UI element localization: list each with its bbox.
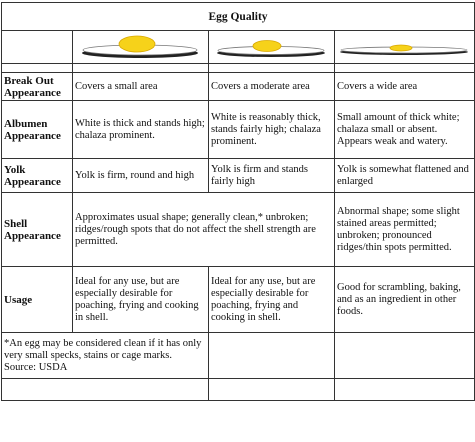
table-cell: Small amount of thick white; chalaza small or absent. Appears weak and watery. <box>335 101 475 159</box>
egg-yolk <box>390 45 412 51</box>
row-header: Break Out Appearance <box>2 73 73 101</box>
row-header: Shell Appearance <box>2 193 73 267</box>
table-title: Egg Quality <box>2 3 475 31</box>
spacer-row <box>2 64 475 73</box>
table-cell: Yolk is firm, round and high <box>73 159 209 193</box>
footnote-row <box>2 333 475 379</box>
blank-corner-cell <box>2 31 73 64</box>
egg-image-cell <box>335 31 475 64</box>
egg-yolk <box>253 41 281 52</box>
table-cell: Abnormal shape; some slight stained areas permitted; unbroken; pronounced ridges/thin spots permitted. <box>335 193 475 267</box>
table-cell: White is thick and stands high; chalaza prominent. <box>73 101 209 159</box>
merged-table-cell: Approximates usual shape; generally clean,* unbroken; ridges/rough spots that do not affect the shell strength are permitted. <box>73 193 335 267</box>
table-cell: Covers a wide area <box>335 73 475 101</box>
table-cell: Good for scrambling, baking, and as an ingredient in other foods. <box>335 267 475 333</box>
egg-image-cell <box>209 31 335 64</box>
egg-high-standing-image <box>73 31 208 63</box>
egg-quality-table <box>1 2 475 401</box>
table-row <box>2 193 475 267</box>
title-row <box>2 3 475 31</box>
table-row <box>2 101 475 159</box>
row-header: Albumen Appearance <box>2 101 73 159</box>
row-header: Yolk Appearance <box>2 159 73 193</box>
table-cell: Covers a moderate area <box>209 73 335 101</box>
table-cell: Yolk is firm and stands fairly high <box>209 159 335 193</box>
table-row <box>2 73 475 101</box>
table-cell: Ideal for any use, but are especially desirable for poaching, frying and cooking in shell. <box>209 267 335 333</box>
egg-image-row <box>2 31 475 64</box>
bottom-empty-row <box>2 379 475 401</box>
table-cell: Covers a small area <box>73 73 209 101</box>
table-row <box>2 267 475 333</box>
footnote: *An egg may be considered clean if it has only very small specks, stains or cage marks. Source: USDA <box>2 333 209 379</box>
egg-flat-spread-image <box>335 31 474 63</box>
table-row <box>2 159 475 193</box>
egg-image-cell <box>73 31 209 64</box>
table-cell: White is reasonably thick, stands fairly high; chalaza prominent. <box>209 101 335 159</box>
egg-yolk <box>119 36 155 52</box>
table-cell: Yolk is somewhat flattened and enlarged <box>335 159 475 193</box>
egg-medium-standing-image <box>209 31 334 63</box>
table-cell: Ideal for any use, but are especially desirable for poaching, frying and cooking in shell. <box>73 267 209 333</box>
row-header: Usage <box>2 267 73 333</box>
